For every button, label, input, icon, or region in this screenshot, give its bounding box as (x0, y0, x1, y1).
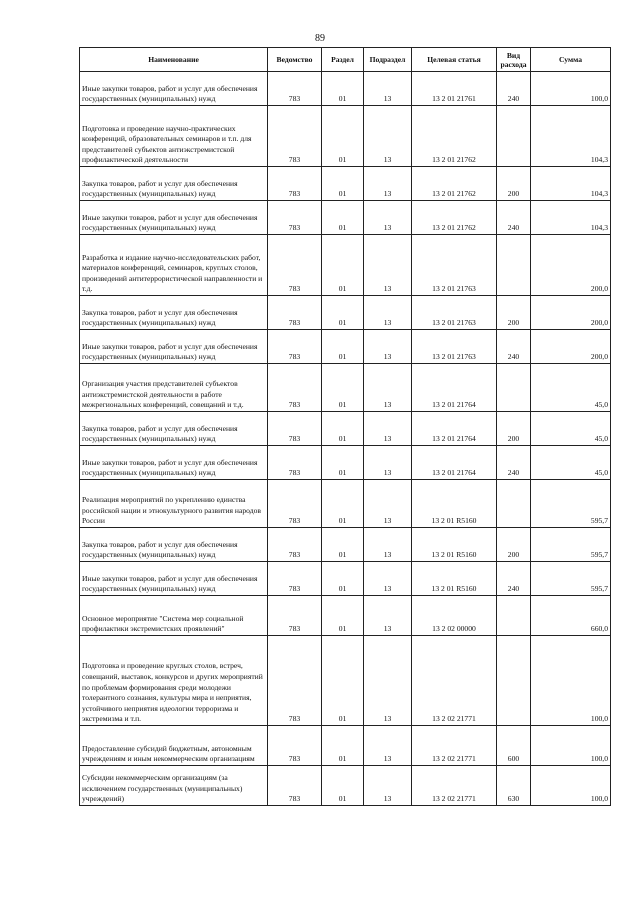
cell-section: 01 (322, 596, 364, 636)
table-row (80, 201, 611, 235)
table-row (80, 106, 611, 167)
cell-target: 13 2 02 21771 (412, 636, 497, 726)
cell-target: 13 2 01 21764 (412, 446, 497, 480)
table-row (80, 446, 611, 480)
cell-dept: 783 (268, 167, 322, 201)
cell-name: Подготовка и проведение научно-практических конференций, образовательных семинаров и т.п. для представителей субъектов антиэкстремистской профилактической деятельности (80, 106, 268, 167)
cell-target: 13 2 02 21771 (412, 726, 497, 766)
cell-exptype: 240 (497, 330, 531, 364)
cell-name: Закупка товаров, работ и услуг для обеспечения государственных (муниципальных) нужд (80, 296, 268, 330)
header-sum: Сумма (531, 48, 611, 72)
header-dept: Ведомство (268, 48, 322, 72)
cell-subsection: 13 (364, 636, 412, 726)
table-row (80, 235, 611, 296)
cell-target: 13 2 01 21761 (412, 72, 497, 106)
cell-dept: 783 (268, 201, 322, 235)
cell-exptype (497, 364, 531, 412)
cell-target: 13 2 01 21763 (412, 296, 497, 330)
cell-subsection: 13 (364, 330, 412, 364)
cell-dept: 783 (268, 106, 322, 167)
cell-section: 01 (322, 72, 364, 106)
cell-name: Подготовка и проведение круглых столов, встреч, совещаний, выставок, конкурсов и других мероприятий по проблемам формирования среди молодежи толерантного сознания, культуры мира и неприятия, устойчивого неприятия идеологии терроризма и экстремизма и т.п. (80, 636, 268, 726)
cell-subsection: 13 (364, 528, 412, 562)
header-name: Наименование (80, 48, 268, 72)
cell-target: 13 2 01 21763 (412, 235, 497, 296)
cell-target: 13 2 01 R5160 (412, 528, 497, 562)
cell-exptype: 600 (497, 726, 531, 766)
budget-table (79, 47, 611, 806)
cell-section: 01 (322, 412, 364, 446)
cell-exptype: 200 (497, 412, 531, 446)
cell-subsection: 13 (364, 412, 412, 446)
cell-subsection: 13 (364, 562, 412, 596)
cell-name: Иные закупки товаров, работ и услуг для обеспечения государственных (муниципальных) нужд (80, 330, 268, 364)
header-target: Целевая статья (412, 48, 497, 72)
cell-section: 01 (322, 480, 364, 528)
cell-target: 13 2 02 21771 (412, 766, 497, 806)
table-body (80, 72, 611, 806)
cell-target: 13 2 01 21762 (412, 106, 497, 167)
cell-exptype (497, 106, 531, 167)
table-row (80, 596, 611, 636)
header-exptype: Вид расхода (497, 48, 531, 72)
cell-target: 13 2 01 R5160 (412, 562, 497, 596)
cell-subsection: 13 (364, 106, 412, 167)
cell-section: 01 (322, 528, 364, 562)
cell-section: 01 (322, 636, 364, 726)
cell-subsection: 13 (364, 480, 412, 528)
cell-subsection: 13 (364, 364, 412, 412)
cell-name: Закупка товаров, работ и услуг для обеспечения государственных (муниципальных) нужд (80, 412, 268, 446)
cell-sum: 45,0 (531, 446, 611, 480)
table-row (80, 167, 611, 201)
cell-sum: 45,0 (531, 412, 611, 446)
cell-target: 13 2 01 21764 (412, 412, 497, 446)
cell-subsection: 13 (364, 596, 412, 636)
cell-target: 13 2 01 R5160 (412, 480, 497, 528)
cell-target: 13 2 01 21763 (412, 330, 497, 364)
page-number: 89 (315, 33, 325, 44)
cell-dept: 783 (268, 726, 322, 766)
cell-sum: 100,0 (531, 72, 611, 106)
cell-sum: 104,3 (531, 167, 611, 201)
cell-sum: 200,0 (531, 235, 611, 296)
table-row (80, 766, 611, 806)
cell-exptype: 240 (497, 562, 531, 596)
cell-name: Иные закупки товаров, работ и услуг для обеспечения государственных (муниципальных) нужд (80, 446, 268, 480)
table-row (80, 480, 611, 528)
cell-exptype: 200 (497, 167, 531, 201)
cell-dept: 783 (268, 296, 322, 330)
cell-dept: 783 (268, 364, 322, 412)
cell-subsection: 13 (364, 726, 412, 766)
cell-subsection: 13 (364, 72, 412, 106)
cell-sum: 200,0 (531, 296, 611, 330)
cell-dept: 783 (268, 72, 322, 106)
cell-sum: 200,0 (531, 330, 611, 364)
cell-dept: 783 (268, 766, 322, 806)
cell-name: Предоставление субсидий бюджетным, автономным учреждениям и иным некоммерческим организациям (80, 726, 268, 766)
cell-sum: 595,7 (531, 528, 611, 562)
cell-exptype: 240 (497, 72, 531, 106)
cell-subsection: 13 (364, 296, 412, 330)
cell-subsection: 13 (364, 167, 412, 201)
cell-name: Разработка и издание научно-исследовательских работ, материалов конференций, семинаров, круглых столов, произведений антитеррористической направленности и т.д. (80, 235, 268, 296)
cell-section: 01 (322, 446, 364, 480)
table-row (80, 330, 611, 364)
cell-name: Реализация мероприятий по укреплению единства российской нации и этнокультурного развития народов России (80, 480, 268, 528)
cell-section: 01 (322, 167, 364, 201)
table-row (80, 726, 611, 766)
cell-name: Основное мероприятие "Система мер социальной профилактики экстремистских проявлений" (80, 596, 268, 636)
cell-subsection: 13 (364, 446, 412, 480)
cell-name: Иные закупки товаров, работ и услуг для обеспечения государственных (муниципальных) нужд (80, 201, 268, 235)
cell-sum: 100,0 (531, 636, 611, 726)
cell-dept: 783 (268, 412, 322, 446)
cell-name: Закупка товаров, работ и услуг для обеспечения государственных (муниципальных) нужд (80, 167, 268, 201)
cell-subsection: 13 (364, 235, 412, 296)
cell-name: Иные закупки товаров, работ и услуг для обеспечения государственных (муниципальных) нужд (80, 72, 268, 106)
cell-sum: 660,0 (531, 596, 611, 636)
cell-section: 01 (322, 562, 364, 596)
cell-dept: 783 (268, 235, 322, 296)
cell-dept: 783 (268, 636, 322, 726)
table-row (80, 412, 611, 446)
cell-dept: 783 (268, 330, 322, 364)
table-header-row (80, 48, 611, 72)
cell-sum: 45,0 (531, 364, 611, 412)
cell-section: 01 (322, 201, 364, 235)
cell-subsection: 13 (364, 766, 412, 806)
cell-dept: 783 (268, 480, 322, 528)
cell-target: 13 2 02 00000 (412, 596, 497, 636)
cell-name: Организация участия представителей субъектов антиэкстремистской деятельности в работе межрегиональных конференций, совещаний и т.д. (80, 364, 268, 412)
cell-exptype: 630 (497, 766, 531, 806)
cell-section: 01 (322, 726, 364, 766)
cell-exptype: 200 (497, 528, 531, 562)
cell-section: 01 (322, 106, 364, 167)
cell-section: 01 (322, 766, 364, 806)
cell-target: 13 2 01 21762 (412, 167, 497, 201)
cell-exptype: 200 (497, 296, 531, 330)
cell-name: Субсидии некоммерческим организациям (за исключением государственных (муниципальных) учреждений) (80, 766, 268, 806)
table-row (80, 562, 611, 596)
cell-name: Иные закупки товаров, работ и услуг для обеспечения государственных (муниципальных) нужд (80, 562, 268, 596)
cell-dept: 783 (268, 528, 322, 562)
cell-name: Закупка товаров, работ и услуг для обеспечения государственных (муниципальных) нужд (80, 528, 268, 562)
cell-sum: 104,3 (531, 106, 611, 167)
header-subsection: Подраздел (364, 48, 412, 72)
cell-subsection: 13 (364, 201, 412, 235)
cell-exptype (497, 596, 531, 636)
cell-target: 13 2 01 21764 (412, 364, 497, 412)
cell-dept: 783 (268, 562, 322, 596)
cell-exptype (497, 636, 531, 726)
header-section: Раздел (322, 48, 364, 72)
table-row (80, 72, 611, 106)
cell-exptype (497, 235, 531, 296)
cell-dept: 783 (268, 596, 322, 636)
cell-sum: 100,0 (531, 766, 611, 806)
table-row (80, 364, 611, 412)
cell-section: 01 (322, 235, 364, 296)
cell-sum: 100,0 (531, 726, 611, 766)
cell-sum: 595,7 (531, 562, 611, 596)
cell-dept: 783 (268, 446, 322, 480)
table-row (80, 636, 611, 726)
cell-section: 01 (322, 364, 364, 412)
table-row (80, 296, 611, 330)
cell-sum: 595,7 (531, 480, 611, 528)
cell-target: 13 2 01 21762 (412, 201, 497, 235)
cell-sum: 104,3 (531, 201, 611, 235)
cell-exptype: 240 (497, 201, 531, 235)
cell-exptype (497, 480, 531, 528)
cell-exptype: 240 (497, 446, 531, 480)
table-row (80, 528, 611, 562)
cell-section: 01 (322, 330, 364, 364)
cell-section: 01 (322, 296, 364, 330)
